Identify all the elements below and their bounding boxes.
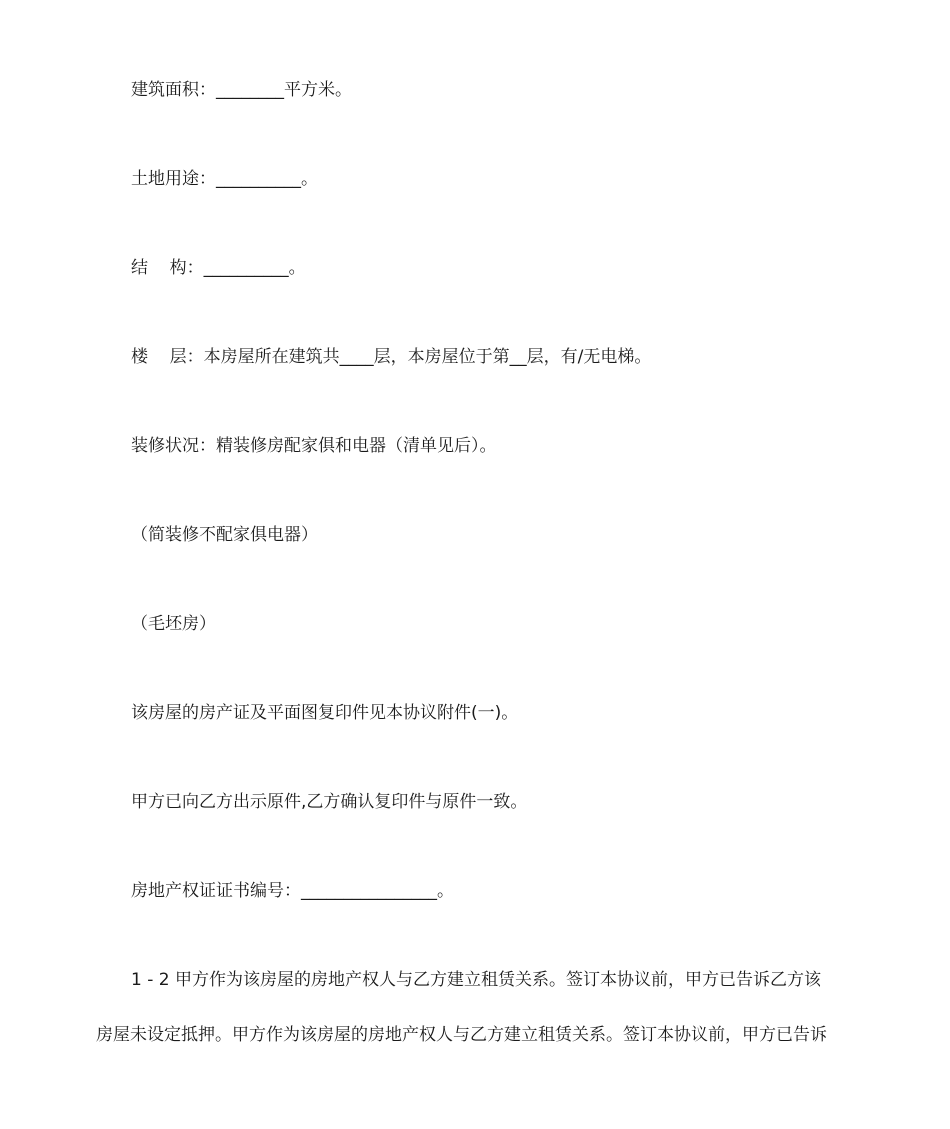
floor-line: 楼 层：本房屋所在建筑共____层，本房屋位于第__层，有/无电梯。 (131, 347, 652, 367)
original-shown-line: 甲方已向乙方出示原件,乙方确认复印件与原件一致。 (131, 792, 528, 812)
simple-decoration-line: （简装修不配家俱电器） (131, 525, 318, 545)
decoration-status-line: 装修状况：精装修房配家俱和电器（清单见后）。 (131, 436, 497, 456)
land-use-line: 土地用途：__________。 (131, 169, 318, 189)
clause-1-2-line: 1 - 2 甲方作为该房屋的房地产权人与乙方建立租赁关系。签订本协议前，甲方已告诉乙方该 (131, 970, 821, 990)
building-area-line: 建筑面积：________平方米。 (131, 80, 352, 100)
certificate-attachment-line: 该房屋的房产证及平面图复印件见本协议附件(一)。 (131, 703, 519, 723)
rough-house-line: （毛坯房） (131, 614, 216, 634)
clause-1-2-continuation-line: 房屋未设定抵押。甲方作为该房屋的房地产权人与乙方建立租赁关系。签订本协议前，甲方已告诉 (96, 1025, 827, 1045)
certificate-number-line: 房地产权证证书编号：________________。 (131, 881, 454, 901)
structure-line: 结 构：__________。 (131, 258, 306, 278)
